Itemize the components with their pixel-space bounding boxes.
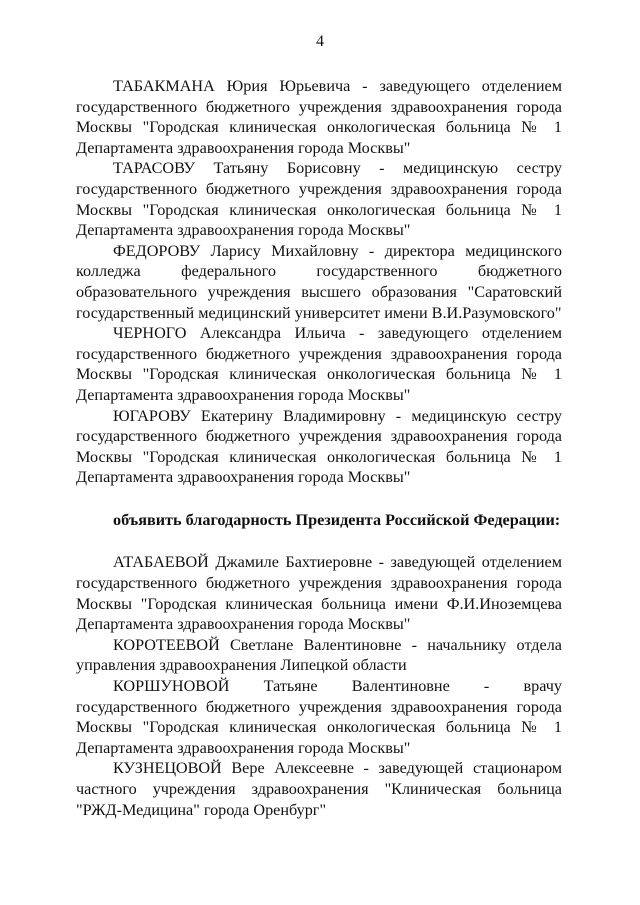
gratitude-entry-korshunova: КОРШУНОВОЙ Татьяне Валентиновне - врачу государственного бюджетного учреждения здравоохранения города Москвы "Городская клиническая онкологическая больница № 1 Департамента здравоохранения города Москвы" — [76, 677, 562, 757]
section-heading: объявить благодарность Президента Российской Федерации: — [113, 510, 561, 529]
award-entry-cherny: ЧЕРНОГО Александра Ильича - заведующего отделением государственного бюджетного учреждения здравоохранения города Москвы "Городская клиническая онкологическая больница № 1 Департамента здравоохранения города Москвы" — [76, 324, 562, 404]
gratitude-entry-atabaeva: АТАБАЕВОЙ Джамиле Бахтиеровне - заведующей отделением государственного бюджетного учреждения здравоохранения города Москвы "Городская клиническая больница имени Ф.И.Иноземцева Департамента здравоохранения города Москвы" — [76, 553, 562, 634]
award-entry-fedorova: ФЕДОРОВУ Ларису Михайловну - директора медицинского колледжа федерального государственного бюджетного образовательного учреждения высшего образования "Саратовский государственный медицинский университет имени В.И.Разумовского" — [76, 241, 562, 322]
award-entry-tabakman: ТАБАКМАНА Юрия Юрьевича - заведующего отделением государственного бюджетного учреждения здравоохранения города Москвы "Городская клиническая онкологическая больница № 1 Департамента здравоохранения города Москвы" — [76, 77, 562, 157]
gratitude-entry-kuznetsova: КУЗНЕЦОВОЙ Вере Алексеевне - заведующей стационаром частного учреждения здравоохранения "Клиническая больница "РЖД-Медицина" города Оренбург" — [76, 759, 562, 819]
document-body — [76, 76, 562, 820]
award-entry-tarasova: ТАРАСОВУ Татьяну Борисовну - медицинскую сестру государственного бюджетного учреждения здравоохранения города Москвы "Городская клиническая онкологическая больница № 1 Департамента здравоохранения города Москвы" — [76, 159, 562, 240]
gratitude-entry-koroteeva: КОРОТЕЕВОЙ Светлане Валентиновне - начальнику отдела управления здравоохранения Липецкой области — [76, 635, 562, 675]
award-entry-yugarova: ЮГАРОВУ Екатерину Владимировну - медицинскую сестру государственного бюджетного учреждения здравоохранения города Москвы "Городская клиническая онкологическая больница № 1 Департамента здравоохранения города Москвы" — [76, 406, 562, 487]
page-number: 4 — [316, 33, 324, 50]
